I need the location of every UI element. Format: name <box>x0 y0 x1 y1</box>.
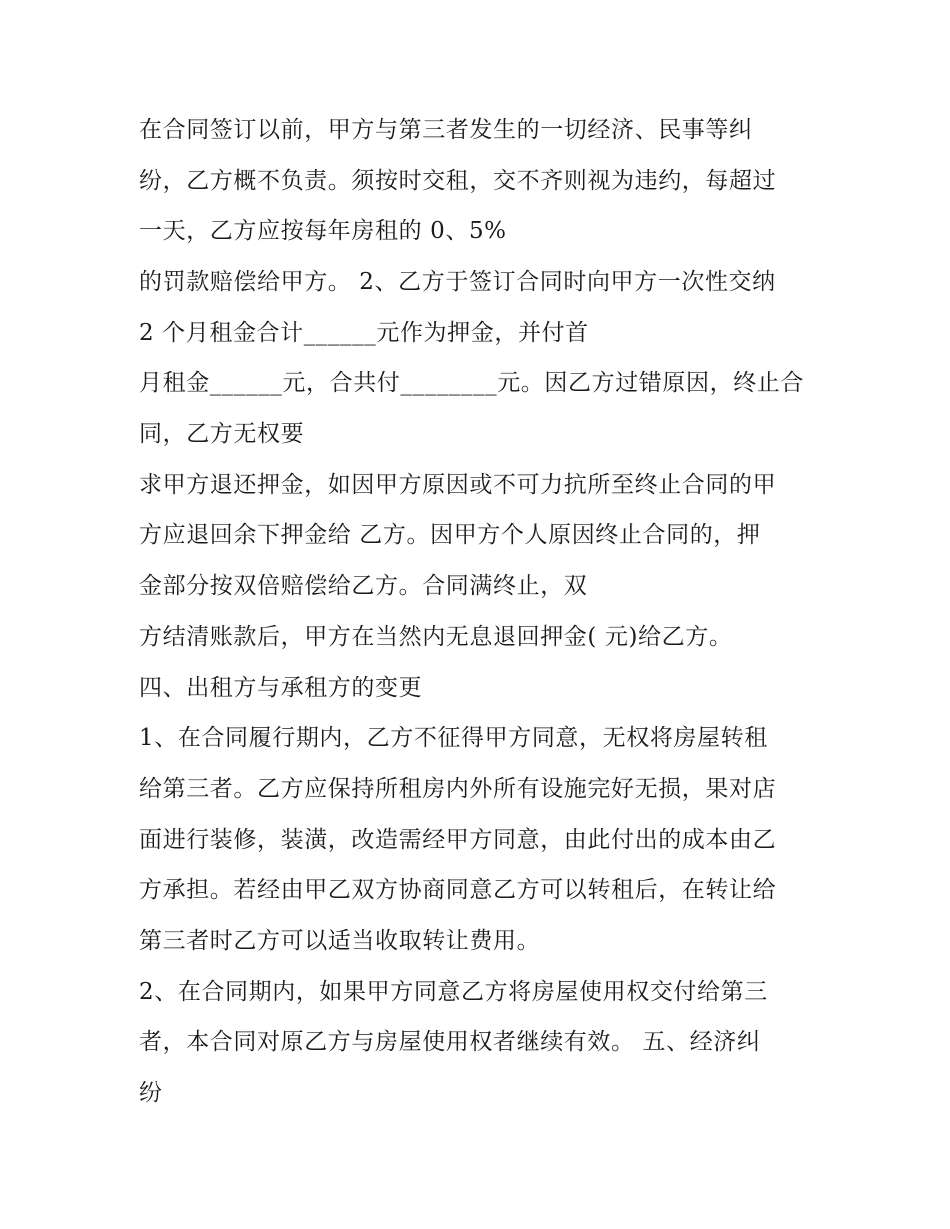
text-line: 1、在合同履行期内，乙方不征得甲方同意，无权将房屋转租 <box>139 725 768 751</box>
text-line: 月租金______元，合共付________元。因乙方过错原因，终止合 <box>139 370 804 396</box>
text-line: 2、在合同期内，如果甲方同意乙方将房屋使用权交付给第三 <box>139 979 768 1005</box>
text-line: 纷，乙方概不负责。须按时交租，交不齐则视为违约，每超过 <box>139 168 777 194</box>
text-line: 同，乙方无权要 <box>139 421 305 447</box>
text-line: 2 个月租金合计______元作为押金，并付首 <box>139 320 589 346</box>
text-line: 方承担。若经由甲乙双方协商同意乙方可以转租后，在转让给 <box>139 877 777 903</box>
section-heading: 四、出租方与承租方的变更 <box>139 675 423 701</box>
text-line: 方应退回余下押金给 乙方。因甲方个人原因终止合同的，押 <box>139 522 761 548</box>
text-line: 的罚款赔偿给甲方。 2、乙方于签订合同时向甲方一次性交纳 <box>139 269 776 295</box>
text-line: 给第三者。乙方应保持所租房内外所有设施完好无损，果对店 <box>139 776 777 802</box>
text-line: 方结清账款后，甲方在当然内无息退回押金( 元)给乙方。 <box>139 624 733 650</box>
text-line: 一天，乙方应按每年房租的 0、5% <box>139 218 507 244</box>
text-line: 第三者时乙方可以适当收取转让费用。 <box>139 928 541 954</box>
text-line: 者，本合同对原乙方与房屋使用权者继续有效。 五、经济纠 <box>139 1029 761 1055</box>
text-line: 求甲方退还押金，如因甲方原因或不可力抗所至终止合同的甲 <box>139 472 777 498</box>
text-line: 金部分按双倍赔偿给乙方。合同满终止，双 <box>139 573 588 599</box>
text-line: 纷 <box>139 1080 163 1106</box>
text-line: 在合同签订以前，甲方与第三者发生的一切经济、民事等纠 <box>139 117 753 143</box>
text-line: 面进行装修，装潢，改造需经甲方同意，由此付出的成本由乙 <box>139 827 777 853</box>
